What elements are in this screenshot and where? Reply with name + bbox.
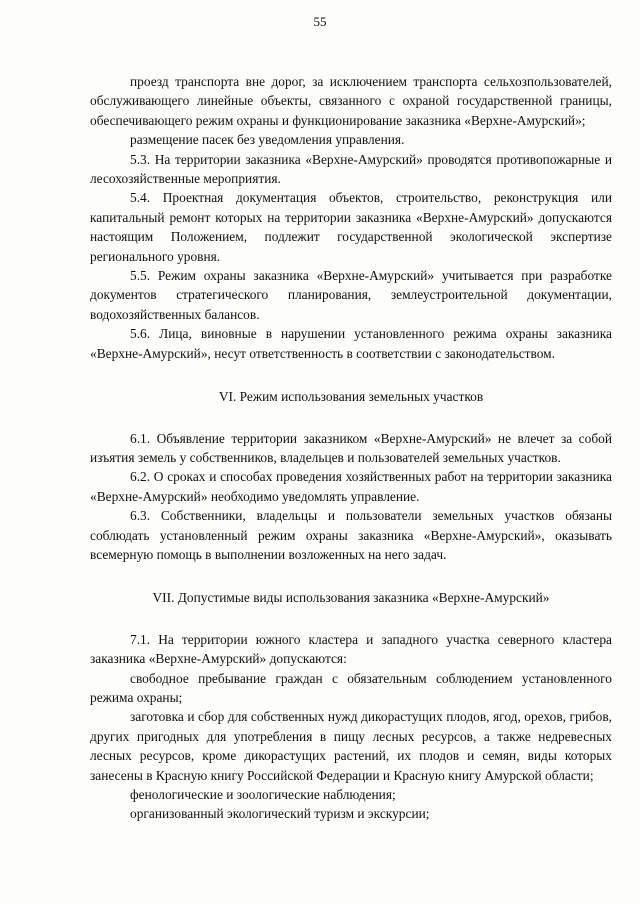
- section-7-heading: VII. Допустимые виды использования заказника «Верхне-Амурский»: [152, 590, 550, 606]
- paragraph-6-1: 6.1. Объявление территории заказником «Верхне-Амурский» не влечет за собой изъятия земель у собственников, владельцев и пользователей земельных участков.: [90, 430, 612, 465]
- paragraph-7-1: 7.1. На территории южного кластера и западного участка северного кластера заказника «Верхне-Амурский» допускаются:: [90, 631, 612, 667]
- paragraph-harvesting: заготовка и сбор для собственных нужд дикорастущих плодов, ягод, орехов, грибов, других пригодных для употребления в пищу лесных ресурсов, а также недревесных лесных ресурсов, кроме дикорастущих растений, их плодов и семян, виды которых занесены в Красную книгу Российской Федерации и Красную книгу Амурской области;: [90, 709, 612, 783]
- paragraph-5-5: 5.5. Режим охраны заказника «Верхне-Амурский» учитывается при разработке документов стратегического планирования, землеустроительной документации, водохозяйственных балансов.: [90, 268, 612, 322]
- paragraph-5-6: 5.6. Лица, виновные в нарушении установленного режима охраны заказника «Верхне-Амурский», несут ответственность в соответствии с законодательством.: [90, 326, 612, 361]
- paragraph-transport: проезд транспорта вне дорог, за исключением транспорта сельхозпользователей, обслуживающего линейные объекты, связанного с охраной государственной границы, обеспечивающего режим охраны и функционирование заказника «Верхне-Амурский»;: [90, 74, 612, 128]
- paragraph-5-4: 5.4. Проектная документация объектов, строительство, реконструкция или капитальный ремонт которых на территории заказника «Верхне-Амурский» допускаются настоящим Положением, подлежит государственной экологической экспертизе регионального уровня.: [90, 190, 612, 264]
- paragraph-apiaries: размещение пасек без уведомления управления.: [130, 132, 405, 148]
- paragraph-5-3: 5.3. На территории заказника «Верхне-Амурский» проводятся противопожарные и лесохозяйственные мероприятия.: [90, 151, 612, 187]
- paragraph-6-3: 6.3. Собственники, владельцы и пользователи земельных участков обязаны соблюдать установленный режим охраны заказника «Верхне-Амурский», оказывать всемерную помощь в выполнении возложенных на него задач.: [90, 508, 612, 562]
- paragraph-ecotourism: организованный экологический туризм и экскурсии;: [130, 806, 430, 822]
- section-6-heading: VI. Режим использования земельных участков: [218, 389, 484, 405]
- document-body: [90, 72, 612, 824]
- paragraph-observations: фенологические и зоологические наблюдения;: [130, 787, 396, 802]
- page-number: 55: [313, 14, 327, 29]
- paragraph-6-2: 6.2. О сроках и способах проведения хозяйственных работ на территории заказника «Верхне-Амурский» необходимо уведомлять управление.: [90, 469, 612, 504]
- paragraph-free-stay: свободное пребывание граждан с обязательным соблюдением установленного режима охраны;: [90, 670, 612, 705]
